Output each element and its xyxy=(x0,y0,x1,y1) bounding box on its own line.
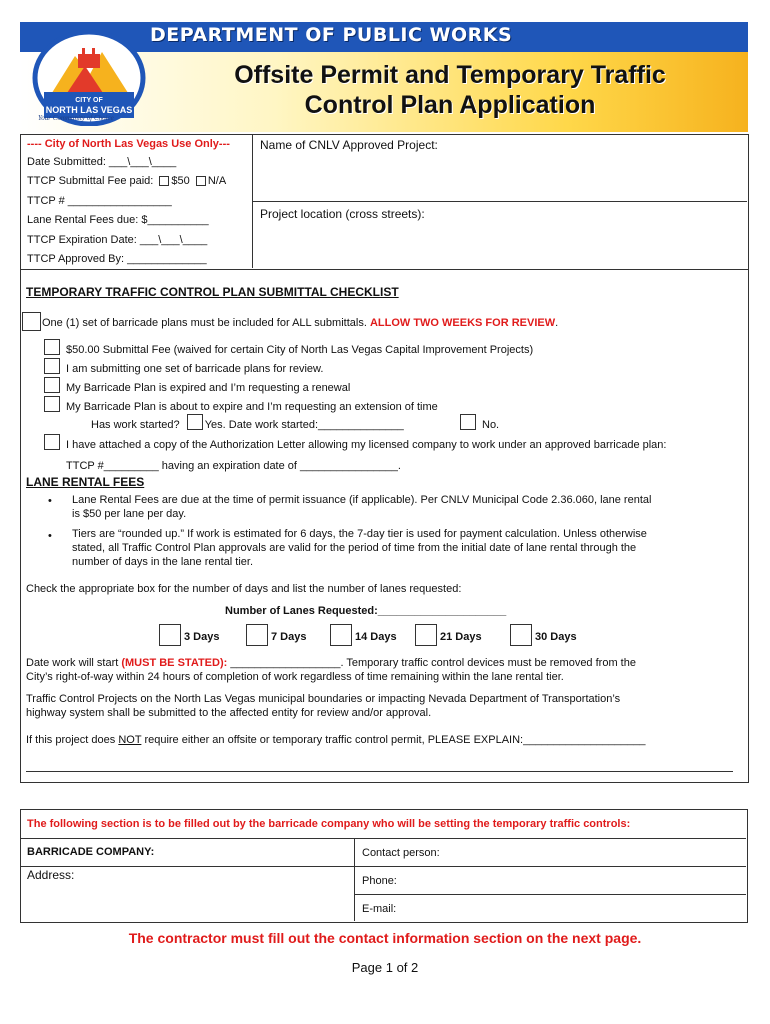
project-location-input[interactable] xyxy=(256,224,744,266)
one-set-checkbox[interactable] xyxy=(44,358,60,374)
days-30-label: 30 Days xyxy=(535,631,577,643)
title-line-1: Offsite Permit and Temporary Traffic xyxy=(234,61,666,89)
project-name-label: Name of CNLV Approved Project: xyxy=(260,138,438,152)
fee-50-checkbox[interactable] xyxy=(159,176,169,186)
checklist-item-text: I am submitting one set of barricade plans for review. xyxy=(66,363,324,375)
days-21-checkbox[interactable] xyxy=(415,624,437,646)
phone-label: Phone: xyxy=(362,875,397,887)
checklist-item xyxy=(44,396,438,413)
days-option xyxy=(330,624,397,646)
project-location-label: Project location (cross streets): xyxy=(260,207,425,221)
bullet-dot: • xyxy=(48,495,52,507)
work-started-no-row xyxy=(460,414,499,431)
barricade-col-divider xyxy=(354,838,355,921)
days-option xyxy=(415,624,482,646)
checklist-item xyxy=(44,434,666,451)
checklist-item xyxy=(44,377,350,394)
bullet-1-line-2: is $50 per lane per day. xyxy=(72,508,187,520)
ttcp-expiration-line[interactable]: TTCP #_________ having an expiration date of ________________. xyxy=(66,460,401,472)
submittal-fee-checkbox[interactable] xyxy=(44,339,60,355)
days-3-checkbox[interactable] xyxy=(159,624,181,646)
lane-bullet-2 xyxy=(72,528,647,568)
form-title xyxy=(200,60,700,120)
fee-50-label: $50 xyxy=(171,175,190,187)
checklist-item-text: My Barricade Plan is expired and I’m requesting a renewal xyxy=(66,382,351,394)
barricade-company-label: BARRICADE COMPANY: xyxy=(27,846,155,858)
intro-end: . xyxy=(555,317,559,329)
checklist-item xyxy=(44,339,533,356)
page-number: Page 1 of 2 xyxy=(351,960,419,975)
ttcp-expiration-field[interactable]: TTCP Expiration Date: ___\___\____ xyxy=(27,234,208,246)
contact-person-label: Contact person: xyxy=(362,847,440,859)
bullet-dot: • xyxy=(48,530,52,542)
tcp-boundary-para xyxy=(26,693,620,719)
explain-not: NOT xyxy=(118,734,142,746)
bullet-1-line-1: Lane Rental Fees are due at the time of permit issuance (if applicable). Per CNLV Municipal Code 2.36.060, lane rental xyxy=(72,494,652,506)
barricade-notice: The following section is to be filled out by the barricade company who will be setting the temporary traffic controls: xyxy=(27,818,631,830)
ttcp-approved-by-field[interactable]: TTCP Approved By: _____________ xyxy=(27,253,207,265)
address-label: Address: xyxy=(27,868,75,882)
ttcp-number-field[interactable]: TTCP # _________________ xyxy=(27,195,172,207)
department-name: DEPARTMENT OF PUBLIC WORKS xyxy=(150,24,513,46)
explain-field[interactable]: require either an offsite or temporary traffic control permit, PLEASE EXPLAIN:____________________ xyxy=(144,734,646,746)
days-option xyxy=(159,624,219,646)
date-work-start-para xyxy=(26,657,636,683)
work-started-yes-checkbox[interactable] xyxy=(187,414,203,430)
must-be-stated-text: (MUST BE STATED): xyxy=(121,657,228,669)
lane-rental-heading: LANE RENTAL FEES xyxy=(26,475,145,489)
work-started-row xyxy=(91,414,404,431)
checklist-intro xyxy=(22,312,558,331)
use-only-heading: ---- City of North Las Vegas Use Only--- xyxy=(27,138,230,150)
extension-checkbox[interactable] xyxy=(44,396,60,412)
work-started-yes-label: Yes. Date work started:______________ xyxy=(204,419,404,431)
bullet-2-line-2: stated, all Traffic Control Plan approvals are valid for the period of time from the initial date of lane rental through the xyxy=(72,542,637,554)
work-started-question: Has work started? xyxy=(91,419,180,431)
title-line-2: Control Plan Application xyxy=(304,91,596,119)
email-label: E-mail: xyxy=(362,903,397,915)
tcp-line-2: highway system shall be submitted to the affected entity for review and/or approval. xyxy=(26,707,432,719)
barricade-row-divider xyxy=(20,866,746,867)
authorization-letter-checkbox[interactable] xyxy=(44,434,60,450)
logo-tagline: Your Community of Choice xyxy=(38,114,114,122)
work-started-no-label: No. xyxy=(482,419,500,431)
days-14-label: 14 Days xyxy=(355,631,397,643)
fee-na-label: N/A xyxy=(207,175,227,187)
days-7-checkbox[interactable] xyxy=(246,624,268,646)
plans-included-checkbox[interactable] xyxy=(22,312,41,331)
days-3-label: 3 Days xyxy=(184,631,220,643)
checklist-item xyxy=(44,358,323,375)
bullet-2-line-3: number of days in the lane rental tier. xyxy=(72,556,253,568)
intro-red-text: ALLOW TWO WEEKS FOR REVIEW xyxy=(369,317,556,329)
checklist-item-text: $50.00 Submittal Fee (waived for certain City of North Las Vegas Capital Improvement Projects) xyxy=(66,344,534,356)
bullet-2-line-1: Tiers are “rounded up.” If work is estimated for 6 days, the 7-day tier is used for payment calculation. Unless otherwise xyxy=(72,528,647,540)
checklist-item-text: My Barricade Plan is about to expire and I’m requesting an extension of time xyxy=(66,401,438,413)
city-logo xyxy=(30,26,148,126)
days-30-checkbox[interactable] xyxy=(510,624,532,646)
tcp-line-1: Traffic Control Projects on the North Las Vegas municipal boundaries or impacting Nevada Department of Transportation’s xyxy=(26,693,621,705)
date-work-start-line-2: City’s right-of-way within 24 hours of completion of work regardless of time remaining within the lane rental tier. xyxy=(26,671,564,683)
days-14-checkbox[interactable] xyxy=(330,624,352,646)
days-option xyxy=(246,624,306,646)
date-start-field[interactable]: __________________. Temporary traffic control devices must be removed from the xyxy=(230,657,636,669)
lanes-requested-field[interactable]: Number of Lanes Requested:_____________________ xyxy=(225,605,507,617)
days-option xyxy=(510,624,577,646)
checklist-heading: TEMPORARY TRAFFIC CONTROL PLAN SUBMITTAL CHECKLIST xyxy=(26,285,399,299)
work-started-no-checkbox[interactable] xyxy=(460,414,476,430)
project-name-input[interactable] xyxy=(256,156,744,198)
logo-city-name: NORTH LAS VEGAS xyxy=(45,105,133,115)
days-7-label: 7 Days xyxy=(271,631,307,643)
days-21-label: 21 Days xyxy=(440,631,482,643)
checklist-item-text: I have attached a copy of the Authorization Letter allowing my licensed company to work under an approved barricade plan: xyxy=(66,439,667,451)
fee-paid-label: TTCP Submittal Fee paid: xyxy=(27,175,154,187)
check-days-instruction: Check the appropriate box for the number of days and list the number of lanes requested: xyxy=(26,583,462,595)
fee-na-checkbox[interactable] xyxy=(196,176,206,186)
fee-paid-row xyxy=(27,175,226,187)
lane-bullet-1 xyxy=(72,494,651,520)
contractor-notice: The contractor must fill out the contact information section on the next page. xyxy=(128,930,642,946)
explain-row xyxy=(26,734,645,746)
explain-text-a: If this project does xyxy=(26,734,116,746)
project-divider xyxy=(252,201,747,202)
logo-city-of: CITY OF xyxy=(75,97,103,104)
date-start-label: Date work will start xyxy=(26,657,119,669)
renewal-checkbox[interactable] xyxy=(44,377,60,393)
date-submitted-field[interactable]: Date Submitted: ___\___\____ xyxy=(27,156,177,168)
barricade-row-divider xyxy=(354,894,746,895)
intro-text: One (1) set of barricade plans must be included for ALL submittals. xyxy=(42,317,367,329)
barricade-row-divider xyxy=(20,838,746,839)
date-work-start-line-1 xyxy=(26,657,636,669)
explain-extra-line[interactable] xyxy=(26,771,733,772)
lane-fees-field[interactable]: Lane Rental Fees due: $__________ xyxy=(27,214,209,226)
